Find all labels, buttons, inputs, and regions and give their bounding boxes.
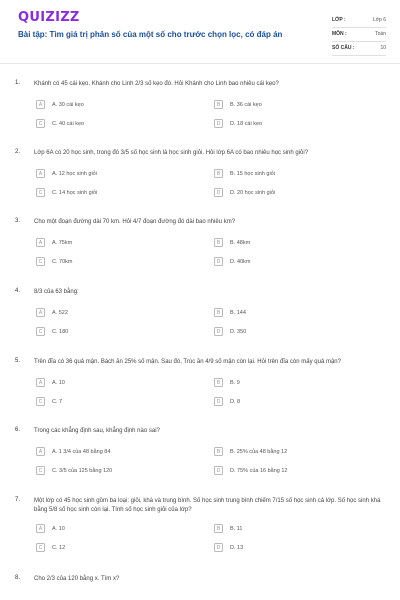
meta-key: LỚP : (332, 17, 346, 23)
option-text: D. 8 (230, 399, 241, 405)
question-number: 1. (15, 80, 21, 86)
question-number: 2. (15, 149, 21, 155)
option-letter-box[interactable]: A (36, 238, 45, 247)
option-text: A. 30 cái kẹo (52, 102, 84, 108)
option-text: A. 522 (52, 310, 68, 316)
meta-key: SỐ CÂU : (332, 45, 355, 51)
option-a[interactable] (36, 238, 186, 250)
option-letter-box[interactable]: B (214, 378, 223, 387)
question-text: Một lớp có 45 học sinh gồm ba loại: giỏi, khá và trung bình. Số học sinh trung bình chiếm 7/15 số học sinh cả lớp. Số học sinh khá bằng 5/8 số học sinh còn lại. Tính số học sinh giỏi của lớp? (34, 498, 381, 513)
option-text: D. 13 (230, 545, 244, 551)
option-text: D. 350 (230, 329, 247, 335)
worksheet-title: Bài tập: Tìm giá trị phân số của một số cho trước chọn lọc, có đáp án (18, 30, 283, 39)
question-item (0, 149, 400, 215)
option-letter-box[interactable]: D (214, 188, 223, 197)
question-number: 3. (15, 218, 21, 224)
question-text: 8/3 của 63 bằng: (34, 289, 79, 295)
option-letter-box[interactable]: D (214, 119, 223, 128)
question-item (0, 358, 400, 424)
question-text: Khánh có 45 cái kẹo. Khánh cho Linh 2/3 số kẹo đó. Hỏi Khánh cho Linh bao nhiêu cái kẹo? (34, 81, 279, 87)
option-b[interactable] (214, 100, 364, 112)
question-number: 6. (15, 427, 21, 433)
option-letter-box[interactable]: C (36, 188, 45, 197)
option-text: B. 144 (230, 310, 246, 316)
option-letter-box[interactable]: C (36, 466, 45, 475)
meta-table (332, 14, 386, 56)
option-text: C. 12 (52, 545, 66, 551)
meta-row-count (332, 42, 386, 56)
option-letter-box[interactable]: A (36, 169, 45, 178)
option-c[interactable] (36, 188, 186, 200)
option-letter-box[interactable]: D (214, 397, 223, 406)
option-d[interactable] (214, 188, 364, 200)
option-letter-box[interactable]: A (36, 524, 45, 533)
option-b[interactable] (214, 308, 364, 320)
question-text: Cho một đoạn đường dài 70 km. Hỏi 4/7 đoạn đường đó dài bao nhiêu km? (34, 219, 236, 225)
option-a[interactable] (36, 378, 186, 390)
question-item (0, 80, 400, 146)
question-item (0, 497, 400, 563)
option-d[interactable] (214, 119, 364, 131)
option-letter-box[interactable]: A (36, 100, 45, 109)
option-d[interactable] (214, 466, 364, 478)
option-letter-box[interactable]: B (214, 100, 223, 109)
question-item (0, 427, 400, 493)
option-letter-box[interactable]: D (214, 327, 223, 336)
option-text: B. 25% của 48 bằng 12 (230, 449, 288, 455)
option-text: D. 75% của 16 bằng 12 (230, 468, 288, 474)
meta-row-subject (332, 28, 386, 42)
option-letter-box[interactable]: C (36, 327, 45, 336)
option-text: C. 70km (52, 259, 73, 265)
option-letter-box[interactable]: A (36, 378, 45, 387)
option-d[interactable] (214, 257, 364, 269)
option-text: B. 15 học sinh giỏi (230, 171, 275, 177)
option-letter-box[interactable]: C (36, 397, 45, 406)
option-text: C. 14 học sinh giỏi (52, 190, 98, 196)
option-text: A. 75km (52, 240, 73, 246)
option-text: B. 9 (230, 380, 240, 386)
option-b[interactable] (214, 524, 364, 536)
question-text: Trong các khẳng định sau, khẳng định nào sai? (34, 428, 160, 434)
meta-value: Toán (375, 31, 386, 37)
question-number: 7. (15, 497, 21, 503)
option-b[interactable] (214, 169, 364, 181)
question-item (0, 288, 400, 354)
option-text: D. 40km (230, 259, 251, 265)
option-d[interactable] (214, 327, 364, 339)
question-text: Cho 2/3 của 120 bằng x. Tìm x? (34, 576, 120, 582)
option-text: B. 11 (230, 526, 243, 532)
meta-value: 10 (380, 45, 386, 51)
option-c[interactable] (36, 466, 186, 478)
option-text: A. 1 3/4 của 48 bằng 84 (52, 449, 111, 455)
option-text: A. 10 (52, 380, 65, 386)
option-letter-box[interactable]: D (214, 466, 223, 475)
option-letter-box[interactable]: D (214, 257, 223, 266)
option-letter-box[interactable]: D (214, 543, 223, 552)
option-letter-box[interactable]: C (36, 257, 45, 266)
option-letter-box[interactable]: B (214, 308, 223, 317)
option-b[interactable] (214, 378, 364, 390)
option-a[interactable] (36, 524, 186, 536)
option-letter-box[interactable]: A (36, 308, 45, 317)
option-c[interactable] (36, 257, 186, 269)
option-text: D. 20 học sinh giỏi (230, 190, 276, 196)
option-letter-box[interactable]: B (214, 447, 223, 456)
question-text: Lớp 6A có 20 học sinh, trong đó 3/5 số học sinh là học sinh giỏi. Hỏi lớp 6A có bao nhiêu học sinh giỏi? (34, 150, 309, 156)
option-text: C. 3/5 của 125 bằng 120 (52, 468, 113, 474)
option-letter-box[interactable]: C (36, 543, 45, 552)
option-text: C. 180 (52, 329, 69, 335)
meta-key: MÔN : (332, 31, 347, 37)
option-letter-box[interactable]: B (214, 238, 223, 247)
option-d[interactable] (214, 543, 364, 555)
option-a[interactable] (36, 100, 186, 112)
question-item (0, 575, 400, 600)
header (0, 0, 400, 64)
question-number: 8. (15, 575, 21, 581)
option-d[interactable] (214, 397, 364, 409)
option-text: C. 40 cái kẹo (52, 121, 85, 127)
option-b[interactable] (214, 447, 364, 459)
meta-row-class (332, 14, 386, 28)
question-item (0, 218, 400, 284)
option-c[interactable] (36, 397, 186, 409)
option-text: D. 18 cái kẹo (230, 121, 263, 127)
quizizz-logo: QUIZIZZ (18, 10, 80, 25)
option-text: B. 48km (230, 240, 251, 246)
question-number: 5. (15, 358, 21, 364)
option-b[interactable] (214, 238, 364, 250)
option-c[interactable] (36, 119, 186, 131)
option-text: C. 7 (52, 399, 63, 405)
option-text: A. 12 học sinh giỏi (52, 171, 97, 177)
option-letter-box[interactable]: C (36, 119, 45, 128)
question-number: 4. (15, 288, 21, 294)
option-a[interactable] (36, 447, 186, 459)
option-c[interactable] (36, 327, 186, 339)
option-c[interactable] (36, 543, 186, 555)
option-a[interactable] (36, 169, 186, 181)
option-letter-box[interactable]: A (36, 447, 45, 456)
option-text: B. 36 cái kẹo (230, 102, 262, 108)
meta-value: Lớp 6 (372, 17, 386, 23)
question-text: Trên đĩa có 36 quả mận. Bách ăn 25% số mận. Sau đó, Trúc ăn 4/9 số mận còn lại. Hỏi trên đĩa còn mấy quả mận? (34, 359, 341, 365)
option-letter-box[interactable]: B (214, 169, 223, 178)
option-text: A. 10 (52, 526, 65, 532)
option-a[interactable] (36, 308, 186, 320)
option-letter-box[interactable]: B (214, 524, 223, 533)
